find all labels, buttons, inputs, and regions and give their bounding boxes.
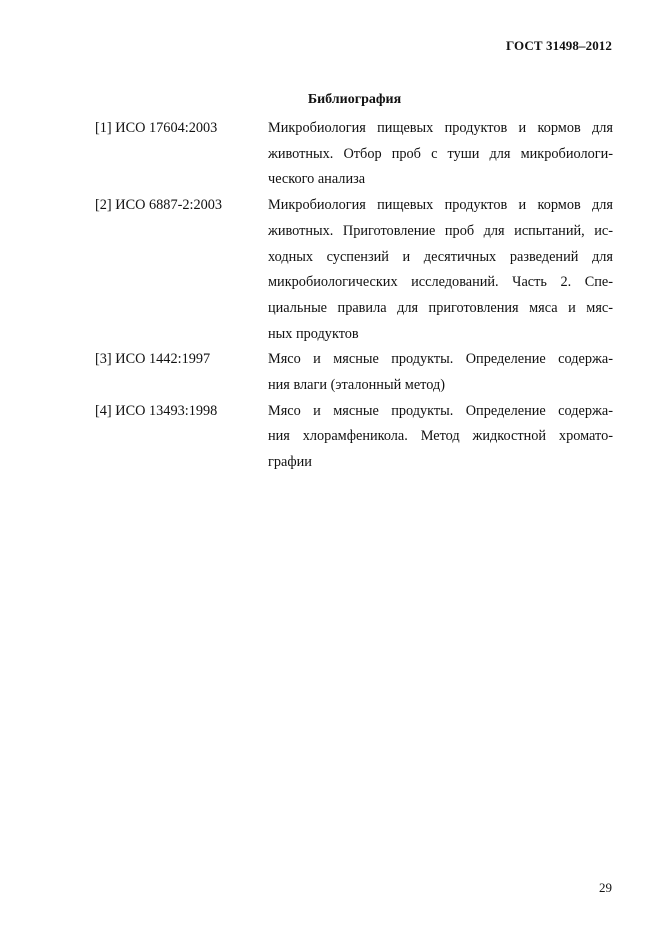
entry-description-line: Микробиология пищевых продуктов и кормов для (268, 120, 613, 136)
bibliography-list (95, 116, 613, 476)
bibliography-entry (95, 116, 613, 193)
entry-description-line: ческого анализа (268, 171, 366, 188)
entry-description-line: циальные правила для приготовления мяса и мяс- (268, 299, 613, 316)
entry-description-line: Мясо и мясные продукты. Определение содержа- (268, 351, 613, 368)
entry-description (268, 193, 613, 347)
entry-description-line: ния хлорамфеникола. Метод жидкостной хромато- (268, 428, 613, 445)
entry-description-line: ходных суспензий и десятичных разведений для (268, 248, 613, 265)
entry-reference: [2] ИСО 6887-2:2003 (95, 197, 223, 214)
bibliography-entry (95, 193, 613, 347)
entry-description-line: ния влаги (эталонный метод) (268, 377, 446, 394)
entry-description-line: Микробиология пищевых продуктов и кормов для (268, 197, 613, 214)
entry-reference: [3] ИСО 1442:1997 (95, 351, 211, 368)
page-number: 29 (599, 880, 612, 895)
entry-description-line: животных. Приготовление проб для испытаний, ис- (268, 222, 613, 239)
entry-description (268, 347, 613, 398)
entry-description-line: графии (268, 454, 312, 471)
bibliography-title: Библиография (307, 92, 402, 107)
bibliography-entry (95, 347, 613, 398)
entry-description-line: микробиологических исследований. Часть 2. Спе- (268, 274, 613, 291)
document-code: ГОСТ 31498–2012 (505, 38, 612, 53)
entry-reference: [1] ИСО 17604:2003 (95, 120, 218, 136)
entry-description-line: животных. Отбор проб с туши для микробиологи- (268, 145, 613, 162)
entry-description-line: Мясо и мясные продукты. Определение содержа- (268, 402, 613, 419)
entry-description-line: ных продуктов (268, 325, 359, 342)
entry-description (268, 399, 613, 476)
entry-reference: [4] ИСО 13493:1998 (95, 402, 218, 419)
entry-description (268, 116, 613, 193)
bibliography-entry (95, 399, 613, 476)
